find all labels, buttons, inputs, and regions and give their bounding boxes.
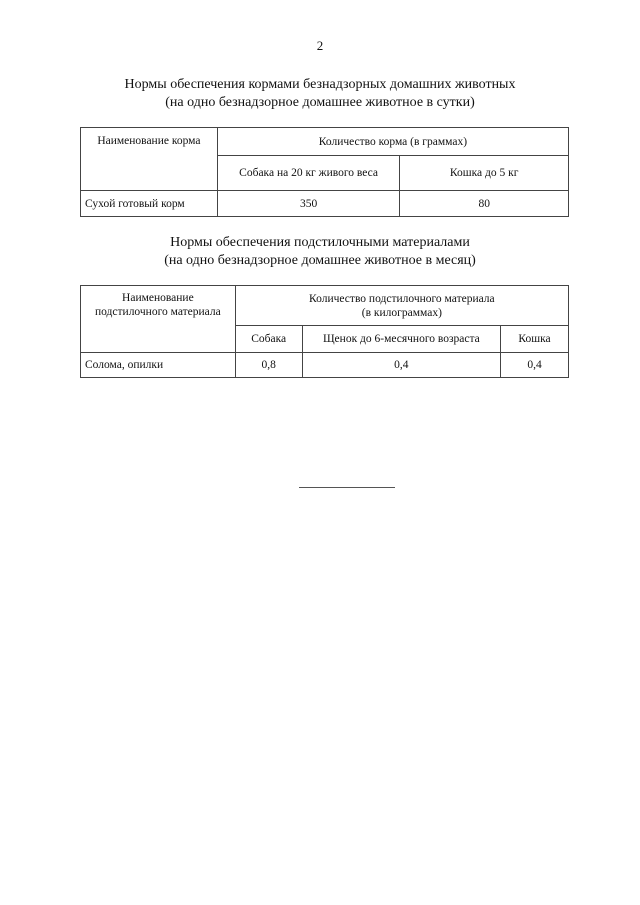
feed-norms-title-line2: (на одно безнадзорное домашнее животное в сутки) — [165, 95, 475, 110]
bedding-name-header-line1: Наименование — [122, 292, 194, 304]
table-row — [81, 353, 569, 378]
page-number: 2 — [316, 38, 324, 53]
bedding-norms-table — [80, 285, 569, 378]
feed-norms-title-line1: Нормы обеспечения кормами безнадзорных домашних животных — [124, 77, 516, 92]
bedding-dog-header: Собака — [235, 326, 302, 353]
feed-row-dog-value: 350 — [217, 191, 400, 217]
bedding-norms-title — [0, 234, 640, 270]
feed-row-name: Сухой готовый корм — [81, 191, 218, 217]
feed-row-cat-value: 80 — [400, 191, 569, 217]
feed-norms-title — [0, 76, 640, 112]
feed-cat-header: Кошка до 5 кг — [400, 156, 569, 191]
bedding-cat-header: Кошка — [501, 326, 569, 353]
bedding-row-dog-value: 0,8 — [235, 353, 302, 378]
table-row — [81, 191, 569, 217]
feed-dog-header: Собака на 20 кг живого веса — [217, 156, 400, 191]
bedding-name-header-line2: подстилочного материала — [94, 306, 221, 318]
bedding-quantity-header-line2: (в килограммах) — [361, 306, 442, 319]
bedding-quantity-header — [235, 286, 568, 326]
bedding-row-puppy-value: 0,4 — [302, 353, 500, 378]
feed-name-header: Наименование корма — [81, 128, 218, 191]
bedding-name-header — [81, 286, 236, 353]
bedding-norms-title-line1: Нормы обеспечения подстилочными материалами — [170, 235, 470, 250]
feed-norms-table — [80, 127, 569, 217]
bedding-puppy-header: Щенок до 6-месячного возраста — [302, 326, 500, 353]
feed-quantity-header: Количество корма (в граммах) — [217, 128, 568, 156]
bedding-quantity-header-line1: Количество подстилочного материала — [309, 292, 495, 305]
bedding-row-cat-value: 0,4 — [501, 353, 569, 378]
end-divider — [299, 487, 395, 488]
bedding-row-name: Солома, опилки — [81, 353, 236, 378]
bedding-norms-title-line2: (на одно безнадзорное домашнее животное в месяц) — [164, 253, 476, 268]
